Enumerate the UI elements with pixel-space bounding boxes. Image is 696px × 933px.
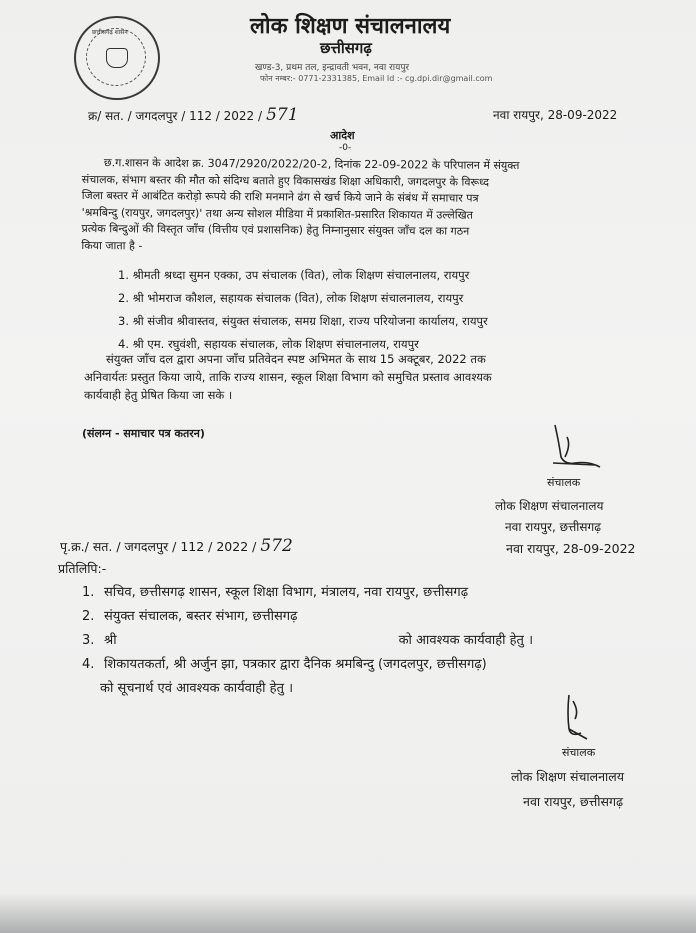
- copy-ref-handwritten: 572: [260, 536, 293, 556]
- item-text: श्री: [104, 633, 117, 648]
- list-item: [82, 581, 533, 605]
- paragraph-line: किया जाता है -: [81, 238, 143, 252]
- signatory-place: नवा रायपुर, छत्तीसगढ़: [505, 520, 602, 534]
- signature-mark: [545, 423, 605, 471]
- copy-recipients-list: [82, 581, 533, 701]
- signatory-place: नवा रायपुर, छत्तीसगढ़: [523, 794, 624, 809]
- order-ref-number: क्र/ सत. / जगदलपुर / 112 / 2022 /: [88, 109, 263, 123]
- paragraph-line: संचालक, संभाग बस्तर की मौत को संदिग्ध बताते हुए विकासखंड शिक्षा अधिकारी, जगदलपुर के विरूध्द: [81, 172, 490, 189]
- list-item: [82, 605, 533, 629]
- list-item: [82, 653, 533, 677]
- signatory-title: संचालक: [547, 476, 581, 489]
- order-ref-handwritten: 571: [266, 105, 299, 125]
- order-reference: [88, 105, 299, 125]
- letterhead-subtitle: छत्तीसगढ़: [320, 39, 372, 57]
- list-item: 1. श्रीमती श्रध्दा सुमन एक्का, उप संचालक (वित), लोक शिक्षण संचालनालय, रायपुर: [118, 268, 470, 282]
- attachment-note: (संलग्न - समाचार पत्र कतरन): [82, 427, 205, 440]
- committee-members-list: [118, 264, 488, 356]
- signature-mark: [557, 693, 595, 741]
- letterhead-address: खण्ड-3, प्रथम तल, इन्द्रावती भवन, नवा रायपुर: [255, 63, 410, 73]
- copy-date: नवा रायपुर, 28-09-2022: [506, 541, 636, 556]
- paragraph-line: कार्यवाही हेतु प्रेषित किया जा सके ।: [84, 388, 233, 402]
- paragraph-line: संयुक्त जाँच दल द्वारा अपना जाँच प्रतिवेदन स्पष्ट अभिमत के साथ 15 अक्टूबर, 2022 तक: [106, 352, 486, 366]
- item-number: 1.: [82, 585, 95, 600]
- paragraph-line: अनिवार्यतः प्रस्तुत किया जाये, ताकि राज्य शासन, स्कूल शिक्षा विभाग को समुचित प्रस्ताव आवश्यक: [84, 370, 492, 384]
- letterhead-title: लोक शिक्षण संचालनालय: [250, 14, 451, 39]
- paragraph-line: जिला बस्तर में आबंटित करोड़ो रूपये की राशि मनमाने ढंग से खर्च किये जाने के संबंध में समाचार पत्र: [81, 188, 479, 205]
- list-item: 3. श्री संजीव श्रीवास्तव, संयुक्त संचालक, समग्र शिक्षा, राज्य परियोजना कार्यालय, रायपुर: [118, 314, 488, 328]
- order-paragraph-1: [81, 155, 642, 258]
- government-seal: [74, 16, 160, 100]
- copy-reference: [60, 536, 293, 556]
- order-paragraph-2: [84, 350, 664, 404]
- signatory-office: लोक शिक्षण संचालनालय: [495, 499, 604, 513]
- list-item: 4. श्री एम. रघुवंशी, सहायक संचालक, लोक शिक्षण संचालनालय, रायपुर: [118, 337, 419, 351]
- list-item: 2. श्री भोमराज कौशल, सहायक संचालक (वित), लोक शिक्षण संचालनालय, रायपुर: [118, 291, 464, 305]
- list-item: [82, 629, 533, 653]
- item-text: संयुक्त संचालक, बस्तर संभाग, छत्तीसगढ़: [104, 609, 298, 624]
- order-heading: आदेश: [330, 129, 355, 142]
- item-number: 2.: [82, 609, 95, 624]
- signatory-office: लोक शिक्षण संचालनालय: [511, 769, 624, 784]
- item-text: शिकायतकर्ता, श्री अर्जुन झा, पत्रकार द्वारा दैनिक श्रमबिन्दु (जगदलपुर, छत्तीसगढ़): [104, 657, 487, 672]
- order-date: नवा रायपुर, 28-09-2022: [493, 108, 618, 122]
- paragraph-line: छ.ग.शासन के आदेश क्र. 3047/2920/2022/20-2, दिनांक 22-09-2022 के परिपालन में संयुक्त: [103, 156, 520, 173]
- item-text: सचिव, छत्तीसगढ़ शासन, स्कूल शिक्षा विभाग, मंत्रालय, नवा रायपुर, छत्तीसगढ़: [104, 585, 469, 600]
- emblem-icon: [106, 48, 128, 68]
- paragraph-line: 'श्रमबिन्दु (रायपुर, जगदलपुर)' तथा अन्य सोशल मीडिया में प्रकाशित-प्रसारित शिकायत में उल्लेखित: [81, 205, 473, 222]
- copy-heading: प्रतिलिपि:-: [58, 561, 107, 576]
- copy-ref-number: पृ.क्र./ सत. / जगदलपुर / 112 / 2022 /: [60, 539, 257, 554]
- item-number: 4.: [82, 657, 95, 672]
- order-subheading: -0-: [339, 143, 352, 153]
- list-item-continuation: को सूचनार्थ एवं आवश्यक कार्यवाही हेतु ।: [100, 681, 294, 696]
- letterhead-contact: फोन नम्बर:- 0771-2331385, Email Id :- cg.dpi.dir@gmail.com: [260, 74, 493, 83]
- signatory-title: संचालक: [562, 746, 596, 759]
- paragraph-line: प्रत्येक बिन्दुओं की विस्तृत जाँच (वित्तीय एवं प्रशासनिक) हेतु निम्नानुसार संयुक्त जाँच दल का गठन: [81, 221, 470, 238]
- item-number: 3.: [82, 633, 95, 648]
- item-tail-text: को आवश्यक कार्यवाही हेतु ।: [398, 633, 534, 648]
- seal-text: छत्तीसगढ़ शासन: [92, 29, 128, 36]
